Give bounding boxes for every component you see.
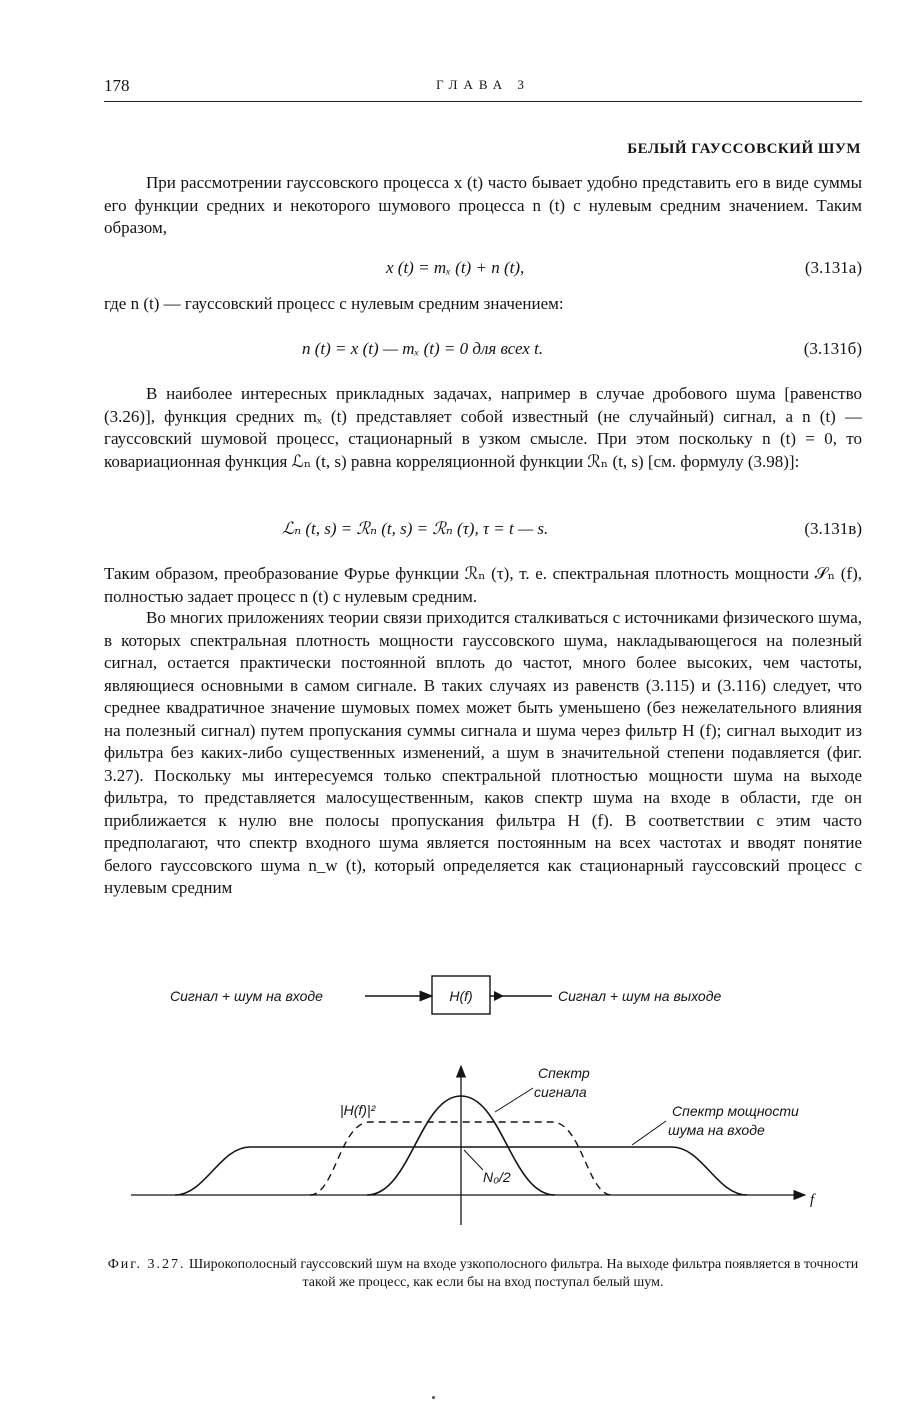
equation-expression: ℒₙ (t, s) = ℛₙ (t, s) = ℛₙ (τ), τ = t — s.: [282, 519, 549, 538]
equation-3-131v: [104, 519, 862, 543]
filter-block-label: H(f): [449, 988, 473, 1004]
paragraph-2: где n (t) — гауссовский процесс с нулевым средним значением:: [104, 294, 564, 313]
block-output-label: Сигнал + шум на выходе: [558, 988, 722, 1004]
equation-number: (3.131а): [804, 258, 862, 277]
chapter-title: ГЛАВА 3: [436, 77, 530, 92]
signal-spectrum-label-line-2: сигнала: [534, 1084, 587, 1100]
equation-number: (3.131в): [804, 519, 862, 538]
header-rule: [104, 101, 862, 102]
figure-3-27: [0, 960, 905, 1250]
output-arrowhead: [494, 991, 504, 1001]
equation-number: (3.131б): [803, 339, 862, 358]
n0-half-leader: [464, 1150, 483, 1170]
noise-spectrum-leader: [632, 1121, 666, 1145]
paragraph-1: При рассмотрении гауссовского процесса x (t) часто бывает удобно представить его в виде суммы его функции средних и некоторого шумового процесса n (t) с нулевым средним значением. Таким образом,: [104, 173, 862, 237]
paragraph-4: Таким образом, преобразование Фурье функции ℛₙ (τ), т. е. спектральная плотность мощности 𝒮ₙ (f), полностью задает процесс n (t) с нулевым средним.: [104, 564, 862, 606]
equation-3-131b: [104, 339, 862, 363]
signal-spectrum-leader: [495, 1088, 533, 1112]
n0-half-label: N₀/2: [483, 1169, 511, 1185]
noise-spectrum-label-line-1: Спектр мощности: [672, 1103, 799, 1119]
equation-expression: n (t) = x (t) — mₓ (t) = 0 для всех t.: [302, 339, 544, 358]
running-header: [104, 76, 862, 100]
figure-caption: [104, 1256, 862, 1292]
axis-label-f: f: [810, 1192, 815, 1208]
page-number: 178: [104, 76, 130, 95]
equation-expression: x (t) = mₓ (t) + n (t),: [386, 258, 525, 277]
page-speck: [432, 1396, 435, 1399]
paragraph-3: В наиболее интересных прикладных задачах, например в случае дробового шума [равенство (3.26)], функция средних mₓ (t) представляет собой известный (не случайный) сигнал, а n (t) — гауссовский шумовой процесс, стационарный в узком смысле. При этом поскольку n (t) = 0, то ковариационная функция ℒₙ (t, s) равна корреляционной функции ℛₙ (t, s) [см. формулу (3.98)]:: [104, 384, 862, 471]
block-input-label: Сигнал + шум на входе: [170, 988, 323, 1004]
equation-3-131a: [104, 258, 862, 282]
figure-caption-text: Широкополосный гауссовский шум на входе узкополосного фильтра. На выходе фильтра появляется в точности такой же процесс, как если бы на вход поступал белый шум.: [188, 1257, 859, 1290]
signal-spectrum-label-line-1: Спектр: [538, 1065, 590, 1081]
section-heading: БЕЛЫЙ ГАУССОВСКИЙ ШУМ: [627, 141, 861, 157]
filter-response-label: |H(f)|²: [340, 1102, 376, 1118]
paragraph-5: Во многих приложениях теории связи приходится сталкиваться с источниками физического шума, в которых спектральная плотность мощности гауссовского шума, накладывающегося на полезный сигнал, остается практически постоянной вплоть до частот, много более высоких, чем частоты, являющиеся основными в самом сигнале. В таких случаях из равенств (3.115) и (3.116) следует, что среднее квадратичное значение шумовых помех может быть уменьшено (без нежелательного влияния на полезный сигнал) путем пропускания суммы сигнала и шума через фильтр H (f); сигнал выходит из фильтра без каких-либо существенных изменений, а шум в значительной степени подавляется (фиг. 3.27). Поскольку мы интересуемся только спектральной плотностью мощности шума на выходе фильтра, то представляется малосущественным, каков спектр шума на входе в области, где он приближается к нулю вне полосы пропускания фильтра H (f). В соответствии с этим часто предполагают, что спектр входного шума является постоянным на всех частотах и вводят понятие белого гауссовского шума n_w (t), который определяется как стационарный гауссовский процесс с нулевым средним: [104, 608, 862, 897]
noise-spectrum-label-line-2: шума на входе: [668, 1122, 765, 1138]
figure-caption-label: Фиг. 3.27.: [107, 1257, 186, 1272]
